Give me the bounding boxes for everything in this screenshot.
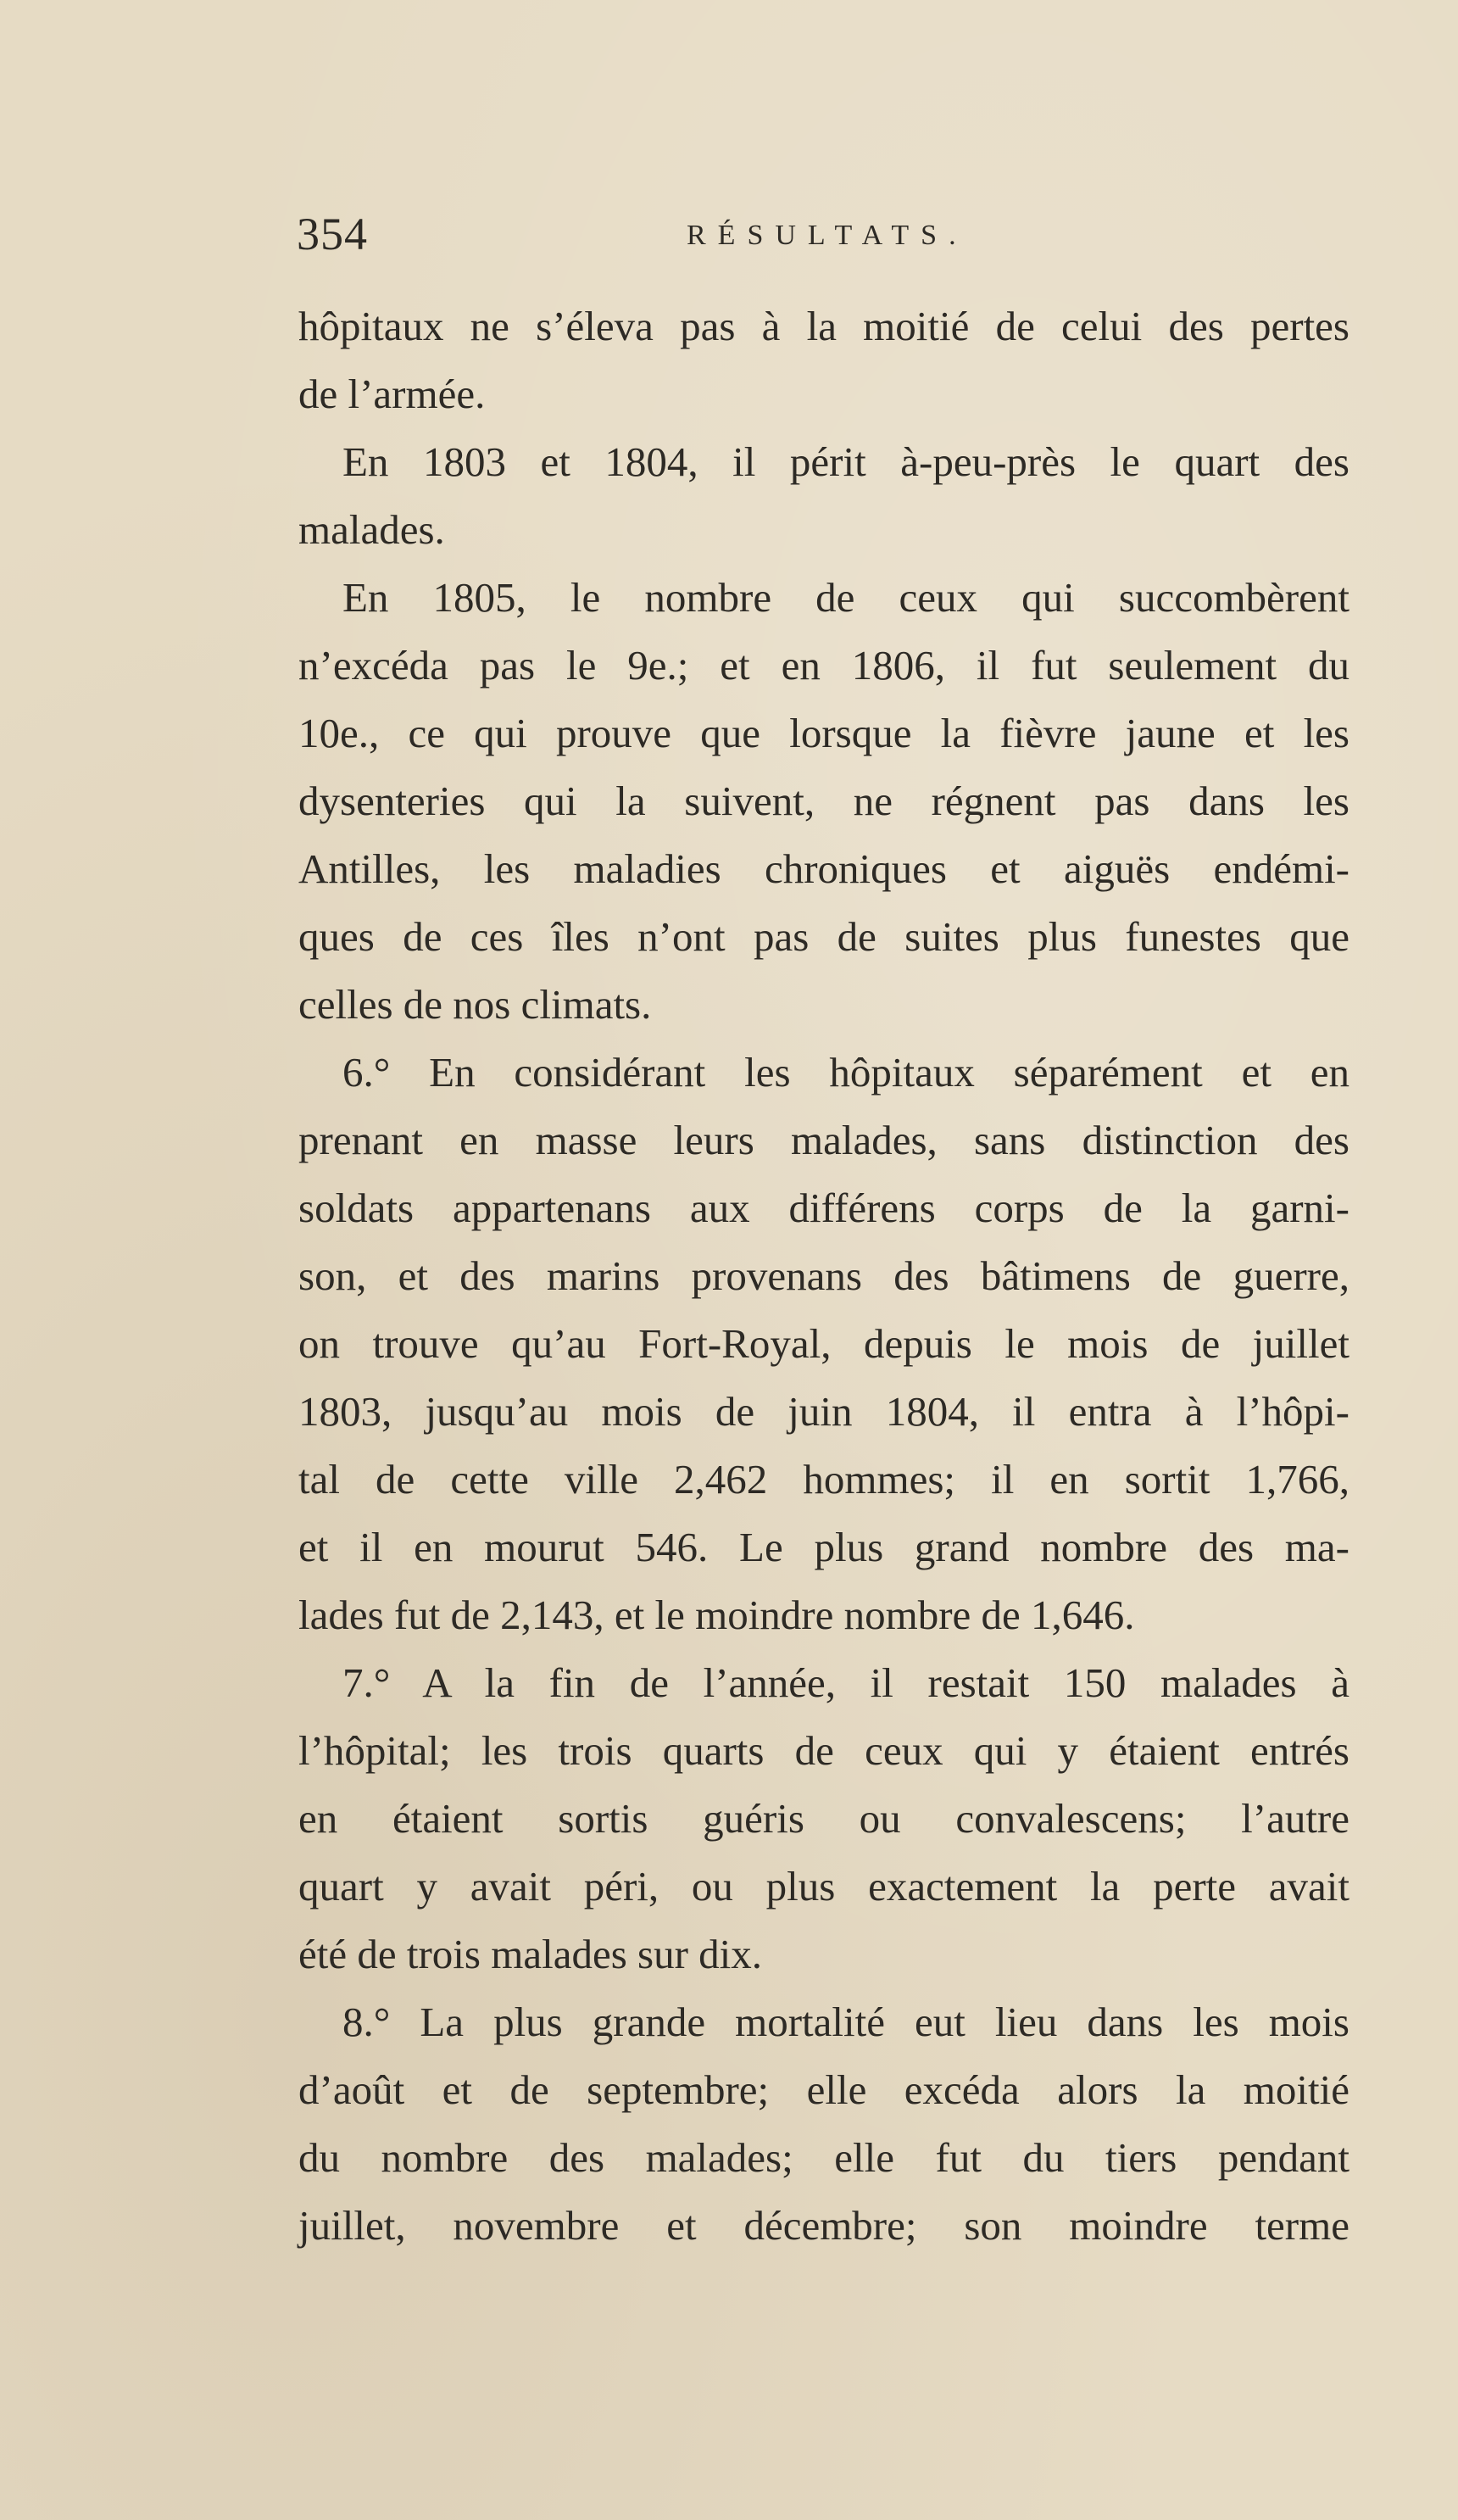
text-line: 1803, jusqu’au mois de juin 1804, il entra à l’hôpi-: [298, 1388, 1349, 1435]
text-line: prenant en masse leurs malades, sans distinction des: [298, 1117, 1349, 1163]
text-line: n’excéda pas le 9e.; et en 1806, il fut seulement du: [298, 642, 1349, 689]
text-line: tal de cette ville 2,462 hommes; il en sortit 1,766,: [298, 1456, 1349, 1503]
running-head: RÉSULTATS.: [687, 220, 968, 251]
text-line: son, et des marins provenans des bâtimens de guerre,: [298, 1252, 1349, 1299]
text-line: Antilles, les maladies chroniques et aiguës endémi-: [298, 845, 1349, 892]
text-line: dysenteries qui la suivent, ne régnent pas dans les: [298, 778, 1349, 824]
text-line: quart y avait péri, ou plus exactement la perte avait: [298, 1863, 1349, 1910]
text-line: ques de ces îles n’ont pas de suites plus funestes que: [298, 913, 1349, 960]
text-line: de l’armée.: [298, 371, 486, 417]
text-line: du nombre des malades; elle fut du tiers pendant: [298, 2134, 1349, 2181]
text-line: lades fut de 2,143, et le moindre nombre de 1,646.: [298, 1592, 1135, 1638]
page-header: [297, 208, 1356, 267]
text-line: on trouve qu’au Fort-Royal, depuis le mois de juillet: [298, 1320, 1349, 1367]
text-line: en étaient sortis guéris ou convalescens; l’autre: [298, 1795, 1349, 1842]
text-line: 6.° En considérant les hôpitaux séparément et en: [342, 1049, 1349, 1096]
text-line: d’août et de septembre; elle excéda alors la moitié: [298, 2066, 1349, 2113]
text-line: été de trois malades sur dix.: [298, 1931, 763, 1977]
text-line: En 1803 et 1804, il périt à-peu-près le quart des: [342, 438, 1349, 485]
text-line: 10e., ce qui prouve que lorsque la fièvre jaune et les: [298, 710, 1349, 756]
text-line: juillet, novembre et décembre; son moindre terme: [298, 2202, 1349, 2249]
text-line: 7.° A la fin de l’année, il restait 150 malades à: [342, 1659, 1349, 1706]
page-body: [298, 293, 1349, 2260]
text-line: En 1805, le nombre de ceux qui succombèrent: [342, 574, 1349, 621]
text-line: l’hôpital; les trois quarts de ceux qui y étaient entrés: [298, 1727, 1349, 1774]
text-line: malades.: [298, 506, 445, 553]
text-line: 8.° La plus grande mortalité eut lieu dans les mois: [342, 1999, 1349, 2045]
text-line: soldats appartenans aux différens corps de la garni-: [298, 1185, 1349, 1231]
page-number: 354: [297, 209, 368, 259]
text-line: celles de nos climats.: [298, 981, 652, 1028]
text-line: hôpitaux ne s’éleva pas à la moitié de celui des pertes: [298, 303, 1349, 349]
text-line: et il en mourut 546. Le plus grand nombre des ma-: [298, 1524, 1349, 1570]
